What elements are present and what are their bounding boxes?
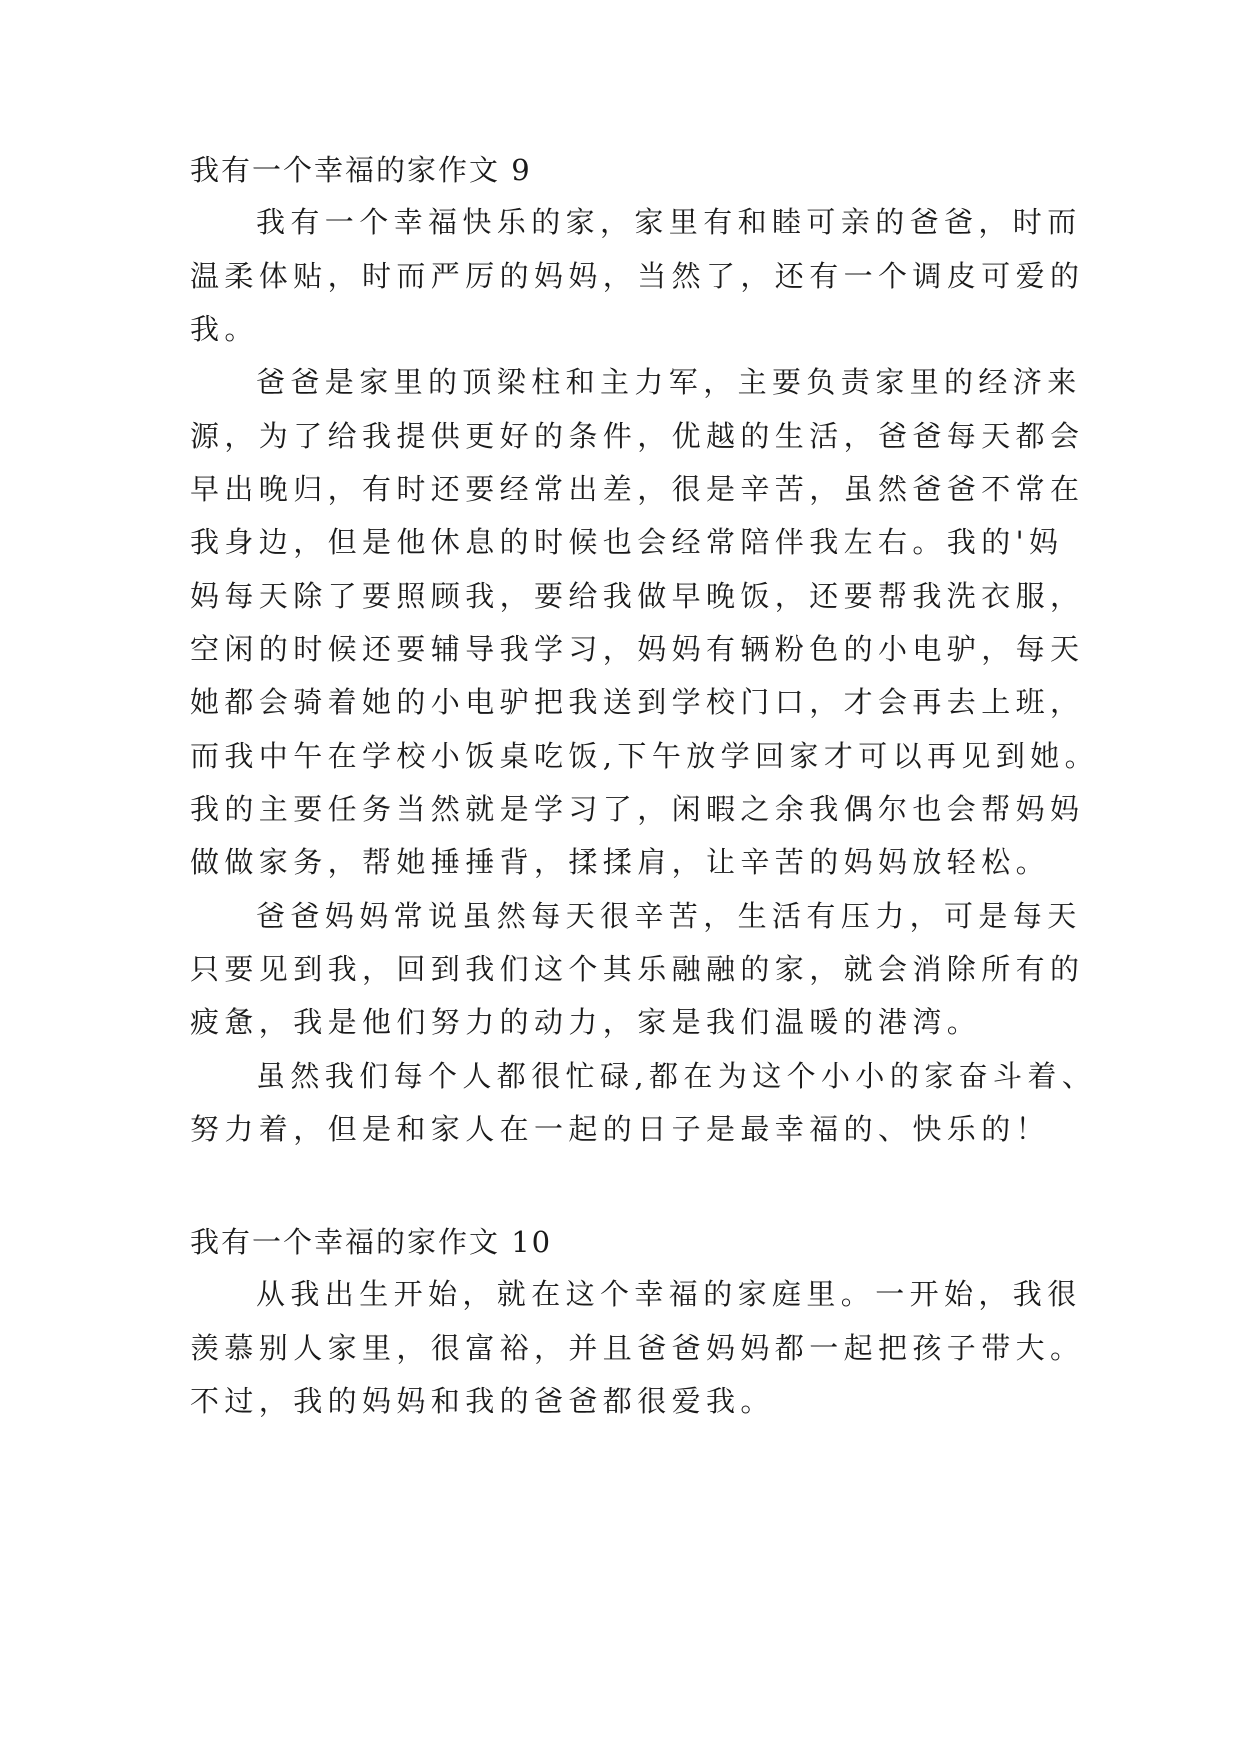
text-line: 她都会骑着她的小电驴把我送到学校门口，才会再去上班， [190,685,1085,719]
text-line: 早出晚归，有时还要经常出差，很是辛苦，虽然爸爸不常在 [190,472,1085,506]
text-line: 爸爸妈妈常说虽然每天很辛苦，生活有压力，可是每天 [256,899,1082,933]
text-line: 温柔体贴，时而严厉的妈妈，当然了，还有一个调皮可爱的 [190,259,1085,293]
text-line: 羡慕别人家里，很富裕，并且爸爸妈妈都一起把孩子带大。 [190,1331,1085,1365]
text-line: 我的主要任务当然就是学习了，闲暇之余我偶尔也会帮妈妈 [190,792,1085,826]
text-line: 空闲的时候还要辅导我学习，妈妈有辆粉色的小电驴，每天 [190,632,1085,666]
text-line: 我身边，但是他休息的时候也会经常陪伴我左右。我的'妈 [190,525,1064,559]
text-line: 虽然我们每个人都很忙碌,都在为这个小小的家奋斗着、 [256,1059,1097,1093]
text-line: 努力着，但是和家人在一起的日子是最幸福的、快乐的！ [190,1112,1051,1146]
text-line: 我。 [190,312,259,346]
text-line: 我有一个幸福快乐的家，家里有和睦可亲的爸爸，时而 [256,205,1082,239]
text-line: 妈每天除了要照顾我，要给我做早晚饭，还要帮我洗衣服， [190,579,1085,613]
text-line: 而我中午在学校小饭桌吃饭,下午放学回家才可以再见到她。 [190,739,1100,773]
text-line: 源，为了给我提供更好的条件，优越的生活，爸爸每天都会 [190,419,1085,453]
text-line: 疲惫，我是他们努力的动力，家是我们温暖的港湾。 [190,1005,982,1039]
text-line: 不过，我的妈妈和我的爸爸都很爱我。 [190,1384,775,1418]
text-line: 只要见到我，回到我们这个其乐融融的家，就会消除所有的 [190,952,1085,986]
text-line: 做做家务，帮她捶捶背，揉揉肩，让辛苦的妈妈放轻松。 [190,845,1051,879]
text-line: 从我出生开始，就在这个幸福的家庭里。一开始，我很 [256,1277,1082,1311]
section-title: 我有一个幸福的家作文 9 [190,153,532,187]
text-line: 爸爸是家里的顶梁柱和主力军，主要负责家里的经济来 [256,365,1082,399]
section-title: 我有一个幸福的家作文 10 [190,1225,553,1259]
